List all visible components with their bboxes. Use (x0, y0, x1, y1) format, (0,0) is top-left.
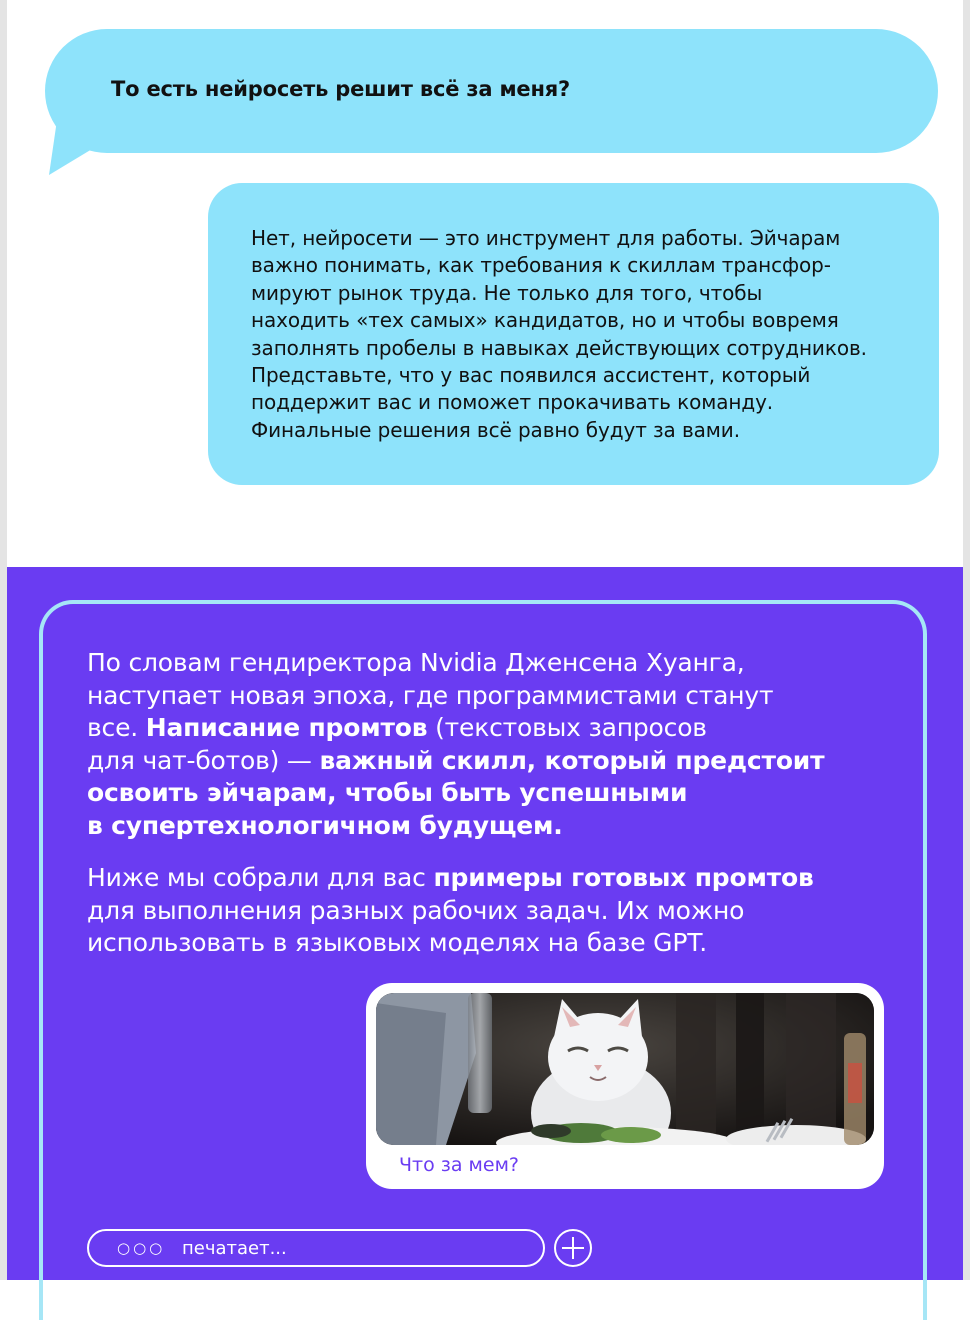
answer-line: заполнять пробелы в навыках действующих сотрудников. (251, 335, 867, 360)
answer-bubble (208, 183, 939, 485)
highlight-text: в супертехнологичном будущем. (87, 810, 563, 840)
text-line: для выполнения разных рабочих задач. Их можно (87, 895, 745, 925)
answer-line: поддержит вас и поможет прокачивать команду. (251, 390, 774, 415)
answer-line: Финальные решения всё равно будут за вами. (251, 417, 740, 442)
typing-dots-icon: ○○○ (117, 1239, 166, 1257)
answer-text (251, 225, 911, 444)
highlight-text: освоить эйчарам, чтобы быть успешными (87, 778, 688, 807)
text-line: использовать в языковых моделях на базе GPT. (87, 928, 708, 957)
text-line: для чат-ботов) — (87, 745, 320, 775)
text-line: наступает новая эпоха, где программистами станут (87, 680, 774, 710)
highlight-text: Написание промтов (145, 713, 428, 742)
meme-caption: Что за мем? (399, 1154, 519, 1176)
message-input[interactable] (87, 1229, 545, 1267)
text-line: По словам гендиректора Nvidia Дженсена Хуанга, (87, 648, 745, 677)
highlight-text: примеры готовых промтов (433, 863, 814, 892)
add-button[interactable] (554, 1229, 592, 1267)
answer-line: мируют рынок труда. Не только для того, чтобы (251, 280, 763, 305)
prompts-paragraph (87, 862, 847, 960)
cat-meme-picture-icon (376, 993, 874, 1145)
answer-line: находить «тех самых» кандидатов, но и чтобы вовремя (251, 308, 839, 333)
text-line: все. (87, 713, 146, 742)
intro-paragraph (87, 647, 847, 842)
answer-line: Нет, нейросети — это инструмент для работы. Эйчарам (251, 226, 841, 250)
question-text: То есть нейросеть решит всё за меня? (111, 77, 571, 101)
text-line: Ниже мы собрали для вас (87, 863, 434, 892)
answer-line: важно понимать, как требования к скиллам трансфор- (251, 253, 831, 278)
question-bubble (45, 29, 938, 153)
page-edge-left (0, 0, 7, 1280)
highlight-text: важный скилл, который предстоит (319, 745, 825, 775)
info-section (7, 567, 963, 1280)
meme-card[interactable] (366, 983, 884, 1189)
dialog-section (7, 0, 963, 567)
page-edge-right (963, 0, 970, 1280)
answer-line: Представьте, что у вас появился ассистент, который (251, 363, 811, 388)
typing-status: печатает... (182, 1238, 287, 1259)
text-line: (текстовых запросов (427, 713, 707, 742)
meme-image (376, 993, 874, 1145)
